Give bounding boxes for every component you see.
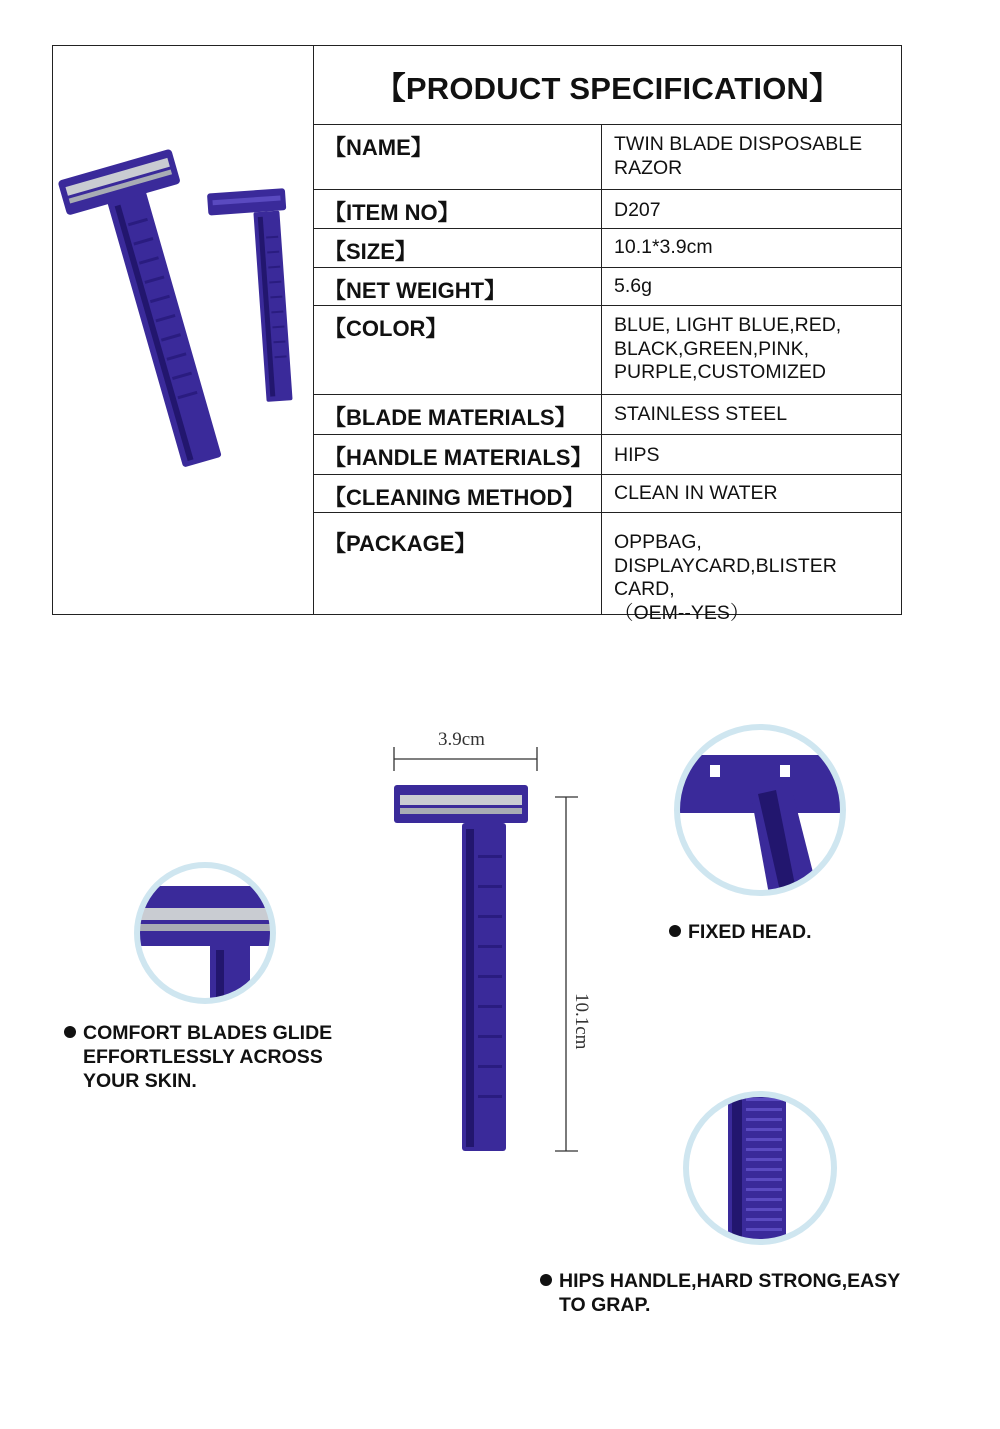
spec-row-blade-materials [314,395,901,435]
spec-value: BLUE, LIGHT BLUE,RED, BLACK,GREEN,PINK, PURPLE,CUSTOMIZED [614,314,842,383]
spec-row-size [314,229,901,268]
spec-row-color [314,306,901,395]
spec-label: 【PACKAGE】 [314,513,602,614]
spec-label: 【NET WEIGHT】 [314,268,602,305]
feature-head: FIXED HEAD. [669,920,812,944]
spec-value: STAINLESS STEEL [614,403,788,425]
spec-title: 【PRODUCT SPECIFICATION】 [314,46,901,125]
spec-value: OPPBAG, DISPLAYCARD,BLISTER CARD, （OEM--YES） [614,531,837,624]
height-label: 10.1cm [571,993,592,1050]
spec-value: 10.1*3.9cm [614,236,713,258]
razor-dimension-diagram [380,725,640,1165]
spec-row-name [314,125,901,190]
spec-value: CLEAN IN WATER [614,482,778,504]
spec-row-handle-materials [314,435,901,475]
bullet-icon [669,925,681,937]
feature-blades: COMFORT BLADES GLIDE EFFORTLESSLY ACROSS YOUR SKIN. [64,1021,332,1093]
razor-pair-image [53,46,313,614]
spec-label: 【HANDLE MATERIALS】 [314,435,602,474]
spec-value: D207 [614,199,661,221]
head-detail-circle [670,720,850,900]
spec-value: TWIN BLADE DISPOSABLE RAZOR [614,133,863,179]
spec-label: 【CLEANING METHOD】 [314,475,602,512]
spec-row-item-no [314,190,901,229]
bullet-icon [540,1274,552,1286]
spec-label: 【BLADE MATERIALS】 [314,395,602,434]
spec-label: 【COLOR】 [314,306,602,394]
spec-value: 5.6g [614,275,652,297]
product-image-cell [53,46,314,614]
spec-label: 【SIZE】 [314,229,602,267]
handle-detail-circle [680,1088,840,1248]
spec-row-package [314,513,901,624]
spec-value: HIPS [614,444,660,466]
feature-handle: HIPS HANDLE,HARD STRONG,EASY TO GRAP. [540,1269,900,1317]
bullet-icon [64,1026,76,1038]
spec-label: 【NAME】 [314,125,602,189]
spec-table [52,45,902,624]
spec-row-net-weight [314,268,901,306]
width-label: 3.9cm [438,729,485,750]
spec-label: 【ITEM NO】 [314,190,602,228]
spec-row-cleaning-method [314,475,901,513]
blade-detail-circle [130,858,280,1008]
